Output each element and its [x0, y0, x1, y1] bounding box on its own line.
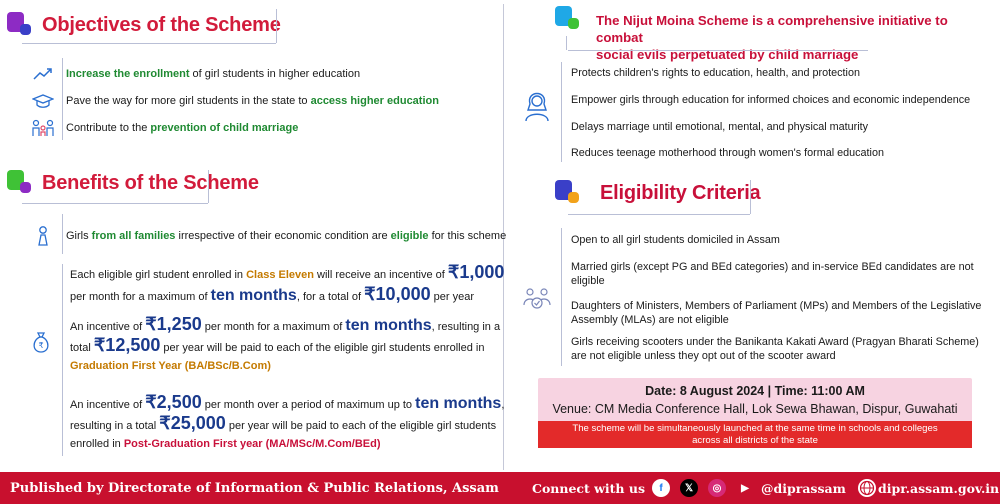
- instagram-icon[interactable]: ◎: [708, 479, 726, 497]
- text-run: eligible: [390, 230, 429, 242]
- event-date-time: Date: 8 August 2024 | Time: 11:00 AM: [645, 384, 865, 398]
- benefits-rule-v: [208, 170, 209, 203]
- facebook-icon[interactable]: f: [652, 479, 670, 497]
- text-run: ten months: [415, 395, 502, 412]
- text-run: Class Eleven: [246, 269, 314, 281]
- family-icon: [30, 118, 56, 138]
- text-run: per month over a period of maximum up to: [201, 399, 416, 411]
- eligibility-header: [552, 178, 760, 208]
- eligibility-item: [571, 260, 974, 288]
- text-run: per month for a maximum of: [70, 291, 211, 303]
- nijut-list-rule: [561, 62, 562, 162]
- eligibility-line: are not eligible unless they opt out of the scooter award: [571, 350, 836, 362]
- text-run: per year: [430, 291, 475, 303]
- eligibility-line: Open to all girl students domiciled in Assam: [571, 234, 780, 246]
- footer-connect: Connect with us: [532, 481, 646, 496]
- globe-icon: [858, 479, 876, 497]
- text-run: per month for a maximum of: [201, 321, 346, 333]
- event-box: [538, 378, 972, 448]
- text-run: ₹25,000: [159, 413, 226, 433]
- nijut-rule-v: [566, 36, 567, 50]
- x-icon[interactable]: 𝕏: [680, 479, 698, 497]
- benefit-paragraph: [70, 261, 504, 305]
- eligibility-line: eligible: [571, 275, 605, 287]
- text-run: irrespective of their economic condition are: [175, 230, 391, 242]
- benefits-rule: [22, 203, 208, 204]
- footer: [0, 472, 1000, 504]
- benefits-squares-icon: [4, 168, 38, 198]
- nijut-squares-icon: [552, 4, 586, 34]
- benefit-line: [70, 434, 504, 455]
- benefit-line: [70, 356, 500, 377]
- text-run: total: [70, 342, 94, 354]
- eligibility-item: [571, 335, 979, 363]
- objectives-squares-icon: [4, 10, 38, 40]
- benefit-paragraph: [70, 392, 504, 455]
- text-run: ₹12,500: [93, 335, 161, 355]
- eligibility-title: Eligibility Criteria: [600, 181, 761, 204]
- footer-published: Published by Directorate of Information & Public Relations, Assam: [10, 480, 499, 496]
- objective-text: [66, 121, 298, 135]
- text-run: Increase the enrollment: [66, 68, 190, 80]
- girl-icon: [30, 226, 56, 246]
- text-run: , for a total of: [296, 291, 365, 303]
- text-run: ₹10,000: [364, 284, 431, 304]
- benefit-line: [70, 413, 504, 434]
- objective-text: [66, 94, 439, 108]
- text-run: , resulting in a: [431, 321, 501, 333]
- text-run: Graduation First Year (BA/BSc/B.Com): [70, 360, 271, 372]
- eligibility-list-rule: [561, 228, 562, 366]
- objectives-header: [4, 10, 281, 40]
- footer-handle[interactable]: @diprassam: [761, 481, 846, 496]
- text-run: resulting in a total: [70, 420, 160, 432]
- graduation-cap-icon: [30, 91, 56, 111]
- objective-item: [30, 118, 298, 138]
- text-run: Each eligible girl student enrolled in: [70, 269, 247, 281]
- text-run: ten months: [210, 287, 297, 304]
- nijut-item: Delays marriage until emotional, mental, and physical maturity: [571, 121, 869, 133]
- benefit-line: [70, 261, 504, 283]
- event-note: The scheme will be simultaneously launched at the same time in schools and colleges across all districts of the state: [538, 421, 972, 448]
- svg-text:₹: ₹: [38, 341, 44, 350]
- trend-up-icon: [30, 64, 56, 84]
- text-run: ten months: [345, 317, 432, 334]
- nijut-item: Empower girls through education for informed choices and economic independence: [571, 94, 971, 106]
- objectives-rule-v: [276, 9, 277, 43]
- text-run: per year will be paid to each of the eligible girl students: [225, 420, 497, 432]
- eligibility-rule-v: [750, 180, 751, 214]
- people-check-icon: [522, 285, 552, 311]
- objective-item: [30, 64, 360, 84]
- nijut-rule: [568, 50, 868, 51]
- nijut-header: [552, 4, 590, 34]
- eligibility-item: [571, 233, 780, 247]
- text-run: ₹2,500: [145, 392, 202, 412]
- benefit-paragraph: [70, 314, 500, 377]
- text-run: An incentive of: [70, 321, 146, 333]
- benefit-line: [70, 335, 500, 356]
- woman-icon: [522, 88, 552, 122]
- eligibility-line: Assembly (MLAs) are not eligible: [571, 314, 729, 326]
- text-run: Pave the way for more girl students in the state to: [66, 95, 311, 107]
- nijut-item: Protects children's rights to education, health, and protection: [571, 67, 860, 79]
- benefits-title: Benefits of the Scheme: [42, 171, 259, 194]
- text-run: Post-Graduation First year (MA/MSc/M.Com/BEd): [123, 438, 381, 450]
- objective-text: [66, 67, 360, 81]
- eligibility-line: Married girls (except PG and BEd categories) and in-service BEd candidates are not: [571, 261, 974, 273]
- text-run: enrolled in: [70, 438, 124, 450]
- benefit-line: [70, 283, 504, 305]
- benefits-list-rule: [62, 264, 63, 456]
- text-run: An incentive of: [70, 399, 146, 411]
- benefits-eligibility-row: [30, 226, 506, 246]
- nijut-title: The Nijut Moina Scheme is a comprehensive initiative to combat social evils perpetuated by child marriage: [596, 13, 948, 62]
- text-run: Girls: [66, 230, 92, 242]
- eligibility-squares-icon: [552, 178, 586, 208]
- text-run: ₹1,250: [145, 314, 202, 334]
- text-run: from all families: [91, 230, 176, 242]
- text-run: of girl students in higher education: [189, 68, 361, 80]
- text-run: ₹1,000: [447, 262, 505, 282]
- money-bag-icon: [30, 330, 56, 354]
- benefit-line: [70, 314, 500, 335]
- text-run: Contribute to the: [66, 122, 151, 134]
- objective-item: [30, 91, 439, 111]
- objectives-title: Objectives of the Scheme: [42, 13, 281, 36]
- text-run: for this scheme: [428, 230, 507, 242]
- benefit-line: [70, 392, 504, 413]
- eligibility-line: Daughters of Ministers, Members of Parliament (MPs) and Members of the Legislative: [571, 300, 982, 312]
- text-run: will receive an incentive of: [313, 269, 448, 281]
- text-run: ,: [501, 399, 505, 411]
- nijut-item: Reduces teenage motherhood through women's formal education: [571, 147, 884, 159]
- benefits-eligibility-text: [66, 229, 506, 243]
- eligibility-rule: [568, 214, 750, 215]
- objectives-rule: [22, 43, 276, 44]
- eligibility-item: [571, 299, 981, 327]
- eligibility-line: Girls receiving scooters under the Banikanta Kakati Award (Pragyan Bharati Scheme): [571, 336, 979, 348]
- footer-website[interactable]: dipr.assam.gov.in: [878, 481, 1000, 496]
- youtube-icon[interactable]: ▶: [741, 482, 749, 494]
- text-run: prevention of child marriage: [150, 122, 299, 134]
- benefits-header: [4, 168, 259, 198]
- text-run: access higher education: [310, 95, 439, 107]
- event-venue: Venue: CM Media Conference Hall, Lok Sewa Bhawan, Dispur, Guwahati: [552, 402, 958, 416]
- text-run: per year will be paid to each of the eligible girl students enrolled in: [160, 342, 485, 354]
